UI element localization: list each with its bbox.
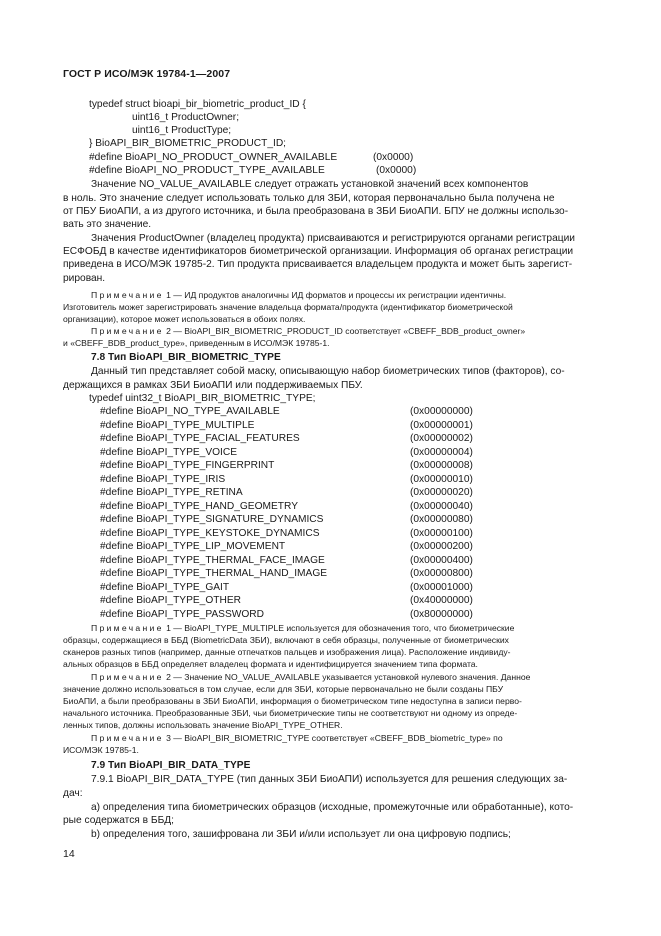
note-line: Изготовитель может зарегистрировать значение владельца формата/продукта (идентификатор биометрической [63, 302, 513, 312]
section-heading: 7.8 Тип BioAPI_BIR_BIOMETRIC_TYPE [91, 352, 281, 363]
note-line: Примечание 1 — BioAPI_TYPE_MULTIPLE используется для обозначения того, что биометрические [91, 623, 515, 633]
paragraph-line: в ноль. Это значение следует использовать только для ЗБИ, которая первоначально была получена не [63, 193, 555, 204]
note-line: Примечание 3 — BioAPI_BIR_BIOMETRIC_TYPE соответствует «CBEFF_BDB_biometric_type» по [91, 733, 503, 743]
paragraph-line: приведена в ИСО/МЭК 19785-2. Тип продукта присваивается владельцем продукта и может быть зарегист- [63, 259, 573, 270]
code-line: #define BioAPI_NO_PRODUCT_OWNER_AVAILABLE [89, 152, 338, 163]
note-line: организации), которое может использоваться в обоих полях. [63, 314, 306, 324]
paragraph-line: Данный тип представляет собой маску, описывающую набор биометрических типов (факторов), со- [91, 366, 565, 377]
paragraph-line: 7.9.1 BioAPI_BIR_DATA_TYPE (тип данных ЗБИ БиоАПИ) используется для решения следующих за- [91, 774, 568, 785]
define-name: #define BioAPI_TYPE_PASSWORD [100, 609, 265, 620]
define-value: (0x00000000) [410, 406, 473, 417]
note-line: альных образцов в ББД определяет владелец формата и идентифицируется значением типа формата. [63, 659, 478, 669]
note-label: Примечание [91, 290, 164, 300]
code-value: (0x0000) [373, 152, 414, 163]
define-value: (0x00000080) [410, 514, 473, 525]
define-name: #define BioAPI_TYPE_IRIS [100, 474, 226, 485]
define-value: (0x00000400) [410, 555, 473, 566]
note-line: БиоАПИ, а были преобразованы в ЗБИ БиоАПИ, информация о биометрическом типе недоступна в записи перво- [63, 696, 522, 706]
note-line: ленных типов, должны использовать значение BioAPI_TYPE_OTHER. [63, 720, 343, 730]
define-value: (0x00000020) [410, 487, 473, 498]
section-heading: 7.9 Тип BioAPI_BIR_DATA_TYPE [91, 760, 251, 771]
define-name: #define BioAPI_TYPE_OTHER [100, 595, 241, 606]
note-line: значение должно использоваться в том случае, если для ЗБИ, которые первоначально не были созданы ПБУ [63, 684, 504, 694]
define-name: #define BioAPI_TYPE_THERMAL_FACE_IMAGE [100, 555, 325, 566]
note-line: Примечание 2 — BioAPI_BIR_BIOMETRIC_PRODUCT_ID соответствует «CBEFF_BDB_product_owner» [91, 326, 526, 336]
note-line: Примечание 1 — ИД продуктов аналогичны ИД форматов и процессы их регистрации идентичны. [91, 290, 507, 300]
define-name: #define BioAPI_TYPE_VOICE [100, 447, 238, 458]
define-name: #define BioAPI_TYPE_FINGERPRINT [100, 460, 275, 471]
define-value: (0x00001000) [410, 582, 473, 593]
code-line: #define BioAPI_NO_PRODUCT_TYPE_AVAILABLE [89, 165, 325, 176]
note-line: Примечание 2 — Значение NO_VALUE_AVAILABLE указывается установкой нулевого значения. Данное [91, 672, 531, 682]
define-name: #define BioAPI_TYPE_FACIAL_FEATURES [100, 433, 300, 444]
define-value: (0x00000001) [410, 420, 473, 431]
define-name: #define BioAPI_TYPE_RETINA [100, 487, 243, 498]
list-item: b) определения того, зашифрована ли ЗБИ и/или использует ли она цифровую подпись; [91, 829, 511, 840]
code-line: uint16_t ProductType; [132, 125, 232, 136]
note-label: Примечание [91, 326, 164, 336]
standard-header: ГОСТ Р ИСО/МЭК 19784-1—2007 [63, 68, 231, 80]
paragraph-line: рирован. [63, 273, 106, 284]
note-line: начального источника. Преобразованные ЗБИ, чьи биометрические типы не соответствуют ни одному из опреде- [63, 708, 518, 718]
list-item: рые содержатся в ББД; [63, 815, 175, 826]
define-value: (0x00000004) [410, 447, 473, 458]
paragraph-line: от ПБУ БиоАПИ, а из другого источника, и была преобразована в ЗБИ БиоАПИ. БПУ не должны использо- [63, 206, 569, 217]
define-name: #define BioAPI_TYPE_GAIT [100, 582, 230, 593]
note-label: Примечание [91, 733, 164, 743]
paragraph-line: дач: [63, 788, 83, 799]
define-name: #define BioAPI_TYPE_LIP_MOVEMENT [100, 541, 286, 552]
define-name: #define BioAPI_TYPE_HAND_GEOMETRY [100, 501, 298, 512]
code-line: typedef uint32_t BioAPI_BIR_BIOMETRIC_TYPE; [89, 393, 316, 404]
note-label: Примечание [91, 672, 164, 682]
code-line: typedef struct bioapi_bir_biometric_product_ID { [89, 99, 306, 110]
define-value: (0x00000100) [410, 528, 473, 539]
paragraph-line: держащихся в рамках ЗБИ БиоАПИ или поддерживаемых ПБУ. [63, 380, 363, 391]
define-value: (0x00000002) [410, 433, 473, 444]
define-name: #define BioAPI_TYPE_KEYSTOKE_DYNAMICS [100, 528, 320, 539]
define-value: (0x00000200) [410, 541, 473, 552]
paragraph-line: Значения ProductOwner (владелец продукта) присваиваются и регистрируются органами регистрации [91, 233, 575, 244]
define-value: (0x80000000) [410, 609, 473, 620]
note-line: ИСО/МЭК 19785-1. [63, 745, 139, 755]
define-value: (0x40000000) [410, 595, 473, 606]
define-name: #define BioAPI_TYPE_SIGNATURE_DYNAMICS [100, 514, 324, 525]
code-line: } BioAPI_BIR_BIOMETRIC_PRODUCT_ID; [89, 138, 287, 149]
define-name: #define BioAPI_TYPE_THERMAL_HAND_IMAGE [100, 568, 328, 579]
define-value: (0x00000008) [410, 460, 473, 471]
note-line: сканеров разных типов (например, данные отпечатков пальцев и изображения лица). Расположение индивиду- [63, 647, 511, 657]
define-value: (0x00000040) [410, 501, 473, 512]
paragraph-line: Значение NO_VALUE_AVAILABLE следует отражать установкой значений всех компонентов [91, 179, 529, 190]
page-number: 14 [63, 848, 75, 860]
define-name: #define BioAPI_TYPE_MULTIPLE [100, 420, 255, 431]
paragraph-line: вать это значение. [63, 219, 152, 230]
paragraph-line: ЕСФОБД в качестве идентификаторов биометрической организации. Информация об органах регистрации [63, 246, 574, 257]
code-line: uint16_t ProductOwner; [132, 112, 240, 123]
note-line: и «CBEFF_BDB_product_type», приведенным в ИСО/МЭК 19785-1. [63, 338, 330, 348]
code-value: (0x0000) [376, 165, 417, 176]
define-name: #define BioAPI_NO_TYPE_AVAILABLE [100, 406, 280, 417]
note-line: образцы, содержащиеся в ББД (BiometricData ЗБИ), включают в себя образцы, полученные от биометрических [63, 635, 509, 645]
note-label: Примечание [91, 623, 164, 633]
list-item: а) определения типа биометрических образцов (исходные, промежуточные или обработанные), кото- [91, 802, 574, 813]
define-value: (0x00000800) [410, 568, 473, 579]
define-value: (0x00000010) [410, 474, 473, 485]
